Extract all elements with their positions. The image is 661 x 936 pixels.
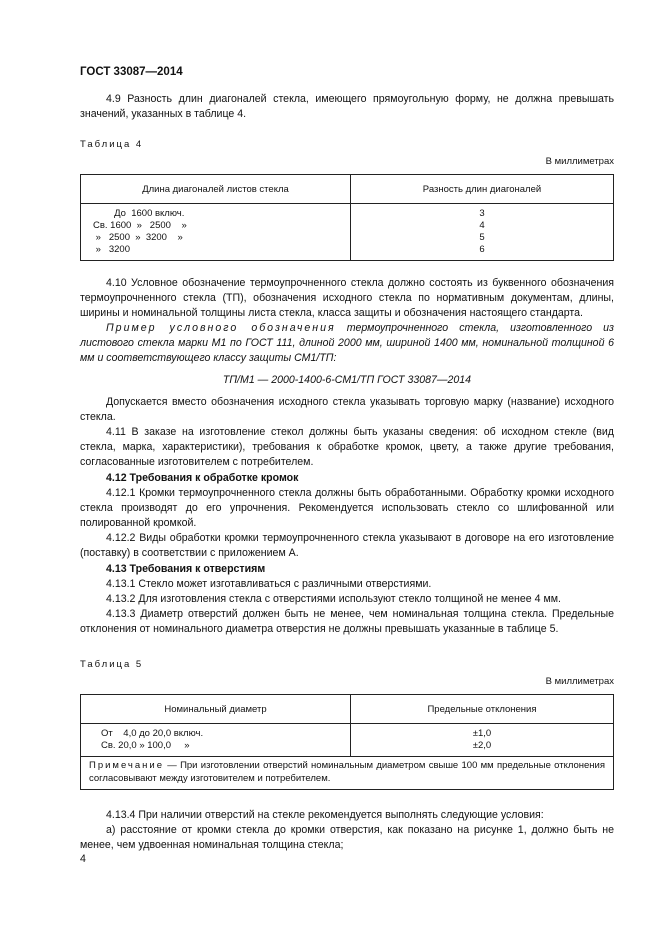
table-5-dev-cell: ±2,0 [472,740,492,751]
paragraph-4-13-3: 4.13.3 Диаметр отверстий должен быть не менее, чем номинальная толщина стекла. Предельные отклонения от номинального диаметра отверстия не должны превышать указанные в таблице 5. [80,608,614,635]
table-5-body [81,724,614,757]
table-4-length-cell: До 1600 включ. [93,208,185,219]
paragraph-4-13-1: 4.13.1 Стекло может изготавливаться с различными отверстиями. [106,578,432,590]
table-5-note-lead: Примечание [89,760,164,771]
table-5-dev-cell: ±1,0 [472,728,492,739]
paragraph-4-13-4-a: а) расстояние от кромки стекла до кромки отверстия, как показано на рисунке 1, должно быть не менее, чем удвоенная номинальная толщина стекла; [80,824,614,851]
document-header: ГОСТ 33087—2014 [80,66,183,78]
example-lead: Пример условного обозначения [106,322,336,334]
table-4-units: В миллиметрах [545,156,614,167]
paragraph-4-12-2: 4.12.2 Виды обработки кромки термоупрочненного стекла указывают в договоре на его изготовление (поставку) в соответствии с приложением А. [80,532,614,559]
table-5 [80,694,614,790]
paragraph-4-12-1: 4.12.1 Кромки термоупрочненного стекла должны быть обработанными. Обработку кромки исходного стекла производят до его упрочнения. Рекомендуется использовать стекло со шлифованной или полированной кромкой. [80,487,614,529]
table-4-length-cell: » 3200 [93,244,130,255]
table-4-label: Таблица 4 [80,139,144,150]
table-5-header-diameter: Номинальный диаметр [81,695,351,724]
example-designation: ТП/М1 — 2000-1400-6-СМ1/ТП ГОСТ 33087—2014 [222,374,472,386]
table-4 [80,174,614,261]
example-text: термоупрочненного стекла, изготовленного из листового стекла марки М1 по ГОСТ 111, длиной 2000 мм, шириной 1400 мм, номинальной толщиной 6 мм и соответствующего классу защиты СМ1/ТП: [80,322,614,364]
heading-4-13: 4.13 Требования к отверстиям [106,563,266,575]
paragraph-4-11: 4.11 В заказе на изготовление стекол должны быть указаны сведения: об исходном стекле (вид стекла, марка, характеристики), требования к обработке кромок, цвету, а также другие требования, согласованные изготовителем с потребителем. [80,426,614,468]
table-5-header-deviation: Предельные отклонения [351,695,614,724]
table-5-note [81,757,614,790]
example-paragraph [80,321,614,366]
table-4-header-difference: Разность длин диагоналей [351,175,614,204]
paragraph-4-9: 4.9 Разность длин диагоналей стекла, имеющего прямоугольную форму, не должна превышать значений, указанных в таблице 4. [80,93,614,120]
paragraph-4-13-4: 4.13.4 При наличии отверстий на стекле рекомендуется выполнять следующие условия: [106,809,544,821]
table-4-body [81,204,614,261]
table-4-diff-cell: 3 [479,208,485,219]
table-5-label: Таблица 5 [80,659,144,670]
table-4-diff-cell: 6 [479,244,485,255]
paragraph-4-10-note: Допускается вместо обозначения исходного стекла указывать торговую марку (название) исходного стекла. [80,396,614,423]
table-4-header-length: Длина диагоналей листов стекла [81,175,351,204]
page-number: 4 [80,853,86,865]
table-5-diameter-cell: От 4,0 до 20,0 включ. [101,728,204,739]
table-4-diff-cell: 5 [479,232,485,243]
table-4-length-cell: Св. 1600 » 2500 » [93,220,187,231]
paragraph-4-13-2: 4.13.2 Для изготовления стекла с отверстиями используют стекло толщиной не менее 4 мм. [106,593,561,605]
heading-4-12: 4.12 Требования к обработке кромок [106,472,299,484]
table-5-units: В миллиметрах [545,676,614,687]
table-5-note-text: — При изготовлении отверстий номинальным диаметром свыше 100 мм предельные отклонения согласовывают между изготовителем и потребителем. [89,760,605,784]
table-4-length-cell: » 2500 » 3200 » [93,232,183,243]
table-5-diameter-cell: Св. 20,0 » 100,0 » [101,740,190,751]
table-4-diff-cell: 4 [479,220,485,231]
document-body [80,92,614,853]
paragraph-4-10: 4.10 Условное обозначение термоупрочненного стекла должно состоять из буквенного обозначения термоупрочненного стекла (ТП), обозначения исходного стекла по нормативным документам, длины, ширины и номинальной толщины листа стекла, класса защиты и обозначения настоящего стандарта. [80,277,614,319]
